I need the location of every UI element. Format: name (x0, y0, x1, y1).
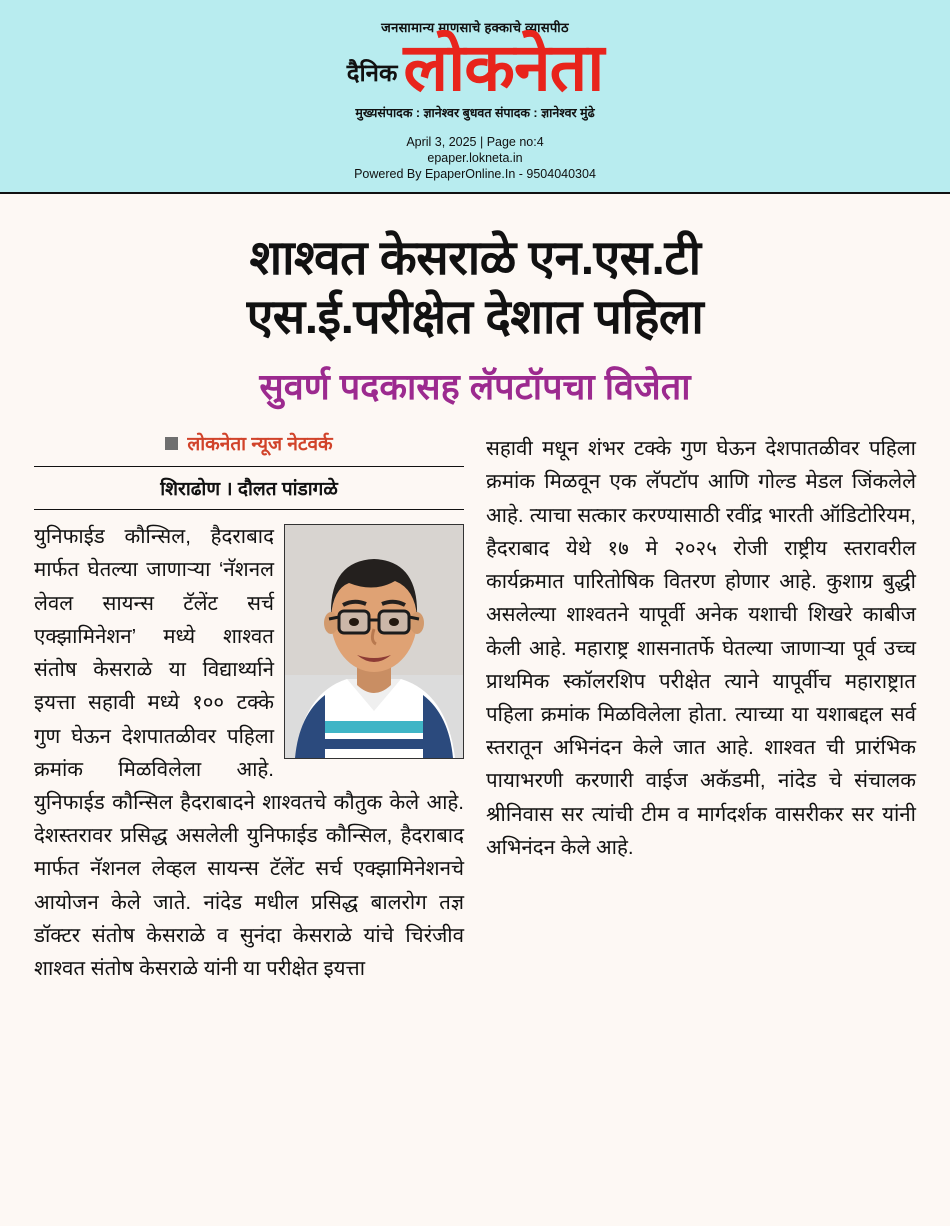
network-byline (34, 430, 464, 456)
student-photo (284, 524, 464, 759)
article-columns (16, 430, 934, 985)
masthead-editors: मुख्यसंपादक : ज्ञानेश्वर बुधवत संपादक : ज्ञानेश्वर मुंढे (355, 106, 595, 120)
bullet-square-icon (165, 437, 178, 450)
byline-divider (34, 466, 464, 467)
issue-date-page: April 3, 2025 | Page no:4 (406, 135, 544, 149)
network-byline-label: लोकनेता न्यूज नेटवर्क (187, 434, 333, 456)
page-title (16, 194, 934, 347)
masthead-tagline: जनसामान्य माणसाचे हक्काचे व्यासपीठ (381, 20, 569, 35)
headline-line-2: एस.ई.परीक्षेत देशात पहिला (246, 290, 704, 344)
right-column (486, 430, 916, 985)
masthead (0, 0, 950, 192)
masthead-logo-title: लोकनेता (403, 30, 604, 104)
powered-by-line: Powered By EpaperOnline.In - 9504040304 (354, 167, 596, 181)
sub-headline: सुवर्ण पदकासह लॅपटॉपचा विजेता (259, 366, 691, 408)
masthead-logo (0, 30, 950, 104)
right-column-text: सहावी मधून शंभर टक्के गुण घेऊन देशपातळीवर पहिला क्रमांक मिळवून एक लॅपटॉप आणि गोल्ड मेडल जिंकलेले आहे. त्याचा सत्कार करण्यासाठी रवींद्र भारती ऑडिटोरियम, हैदराबाद येथे १७ मे २०२५ रोजी राष्ट्रीय स्तरावरील कार्यक्रमात पारितोषिक वितरण होणार आहे. कुशाग्र बुद्धी असलेल्या शाश्वतने यापूर्वी अनेक यशाची शिखरे काबीज केली आहे. महाराष्ट्र शासनातर्फे घेतल्या जाणाऱ्या पूर्व उच्च प्राथमिक स्कॉलरशिप परीक्षेत त्याने यापूर्वीच महाराष्ट्रात पहिला क्रमांक मिळविलेला होता. त्याच्या या यशाबद्दल सर्व स्तरातून अभिनंदन केले जात आहे. शाश्वत ची प्रारंभिक पायाभरणी करणारी वाईज अकॅडमी, नांदेड चे संचालक श्रीनिवास सर त्यांची टीम व मार्गदर्शक वासरीकर सर यांनी अभिनंदन केले आहे. (486, 437, 916, 859)
left-column (34, 430, 464, 985)
epaper-site-link[interactable]: epaper.lokneta.in (427, 151, 523, 165)
left-column-text: युनिफाईड कौन्सिल, हैदराबाद मार्फत घेतल्या जाणाऱ्या ‘नॅशनल लेवल सायन्स टॅलेंट सर्च एक्झामिनेशन’ मध्ये शाश्वत संतोष केसराळे या विद्यार्थ्याने इयत्ता सहावी मध्ये १०० टक्के गुण घेऊन देशपातळीवर पहिला क्रमांक मिळविलेला आहे. युनिफाईड कौन्सिल हैदराबादने शाश्वतचे कौतुक केले आहे. देशस्तरावर प्रसिद्ध असलेली युनिफाईड कौन्सिल, हैदराबाद मार्फत नॅशनल लेव्हल सायन्स टॅलेंट सर्च एक्झामिनेशनचे आयोजन केले जाते. नांदेड मधील प्रसिद्ध बालरोग तज्ञ डॉक्टर संतोष केसराळे व सुनंदा केसराळे यांचे चिरंजीव शाश्वत संतोष केसराळे यांनी या परीक्षेत इयत्ता (34, 525, 464, 980)
article-body (0, 192, 950, 1226)
masthead-logo-prefix: दैनिक (346, 60, 398, 87)
place-byline: शिराढोण । दौलत पांडागळे (160, 479, 338, 501)
headline-line-1: शाश्वत केसराळे एन.एस.टी (249, 232, 701, 285)
place-divider (34, 509, 464, 510)
